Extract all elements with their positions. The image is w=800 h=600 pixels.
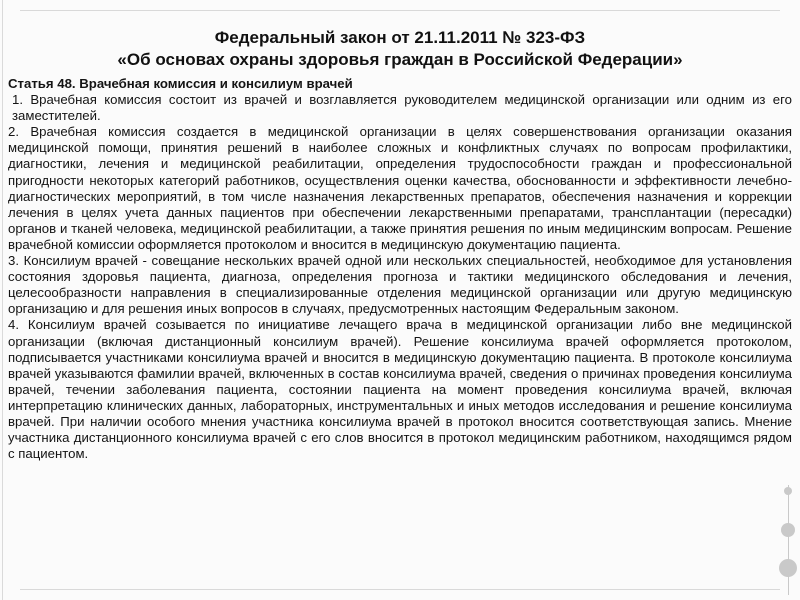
article-heading: Статья 48. Врачебная комиссия и консилиум врачей — [8, 76, 353, 91]
bottom-divider — [20, 589, 780, 590]
article-paragraph-3: 3. Консилиум врачей - совещание нескольких врачей одной или нескольких специальностей, необходимое для установления состояния здоровья пациента, диагноза, определения прогноза и тактики медицинского обследования и лечения, целесообразности направления в специализированные отделения медицинской организации или другую медицинскую организацию и для решения иных вопросов в случаях, предусмотренных настоящим Федеральным законом. — [8, 253, 792, 317]
decor-line — [788, 485, 789, 595]
decor-circle-large — [779, 559, 797, 577]
decor-circle-small — [784, 487, 792, 495]
article-body — [8, 76, 792, 462]
article-paragraph-4: 4. Консилиум врачей созывается по инициативе лечащего врача в медицинской организации либо вне медицинской организации (включая дистанционный консилиум врачей). Решение консилиума врачей оформляется протоколом, подписывается участниками консилиума врачей и вносится в медицинскую документацию пациента. В протоколе консилиума врачей указываются фамилии врачей, включенных в состав консилиума врачей, сведения о причинах проведения консилиума врачей, течении заболевания пациента, состоянии пациента на момент проведения консилиума врачей, включая интерпретацию клинических данных, лабораторных, инструментальных и иных методов исследования и решение консилиума врачей. При наличии особого мнения участника консилиума врачей в протокол вносится соответствующая запись. Мнение участника дистанционного консилиума врачей с его слов вносится в протокол медицинским работником, находящимся рядом с пациентом. — [8, 317, 792, 462]
document-title-line-1: Федеральный закон от 21.11.2011 № 323-ФЗ — [214, 28, 586, 47]
left-border-line — [2, 0, 3, 600]
top-divider — [20, 10, 780, 11]
article-paragraph-1: 1. Врачебная комиссия состоит из врачей и возглавляется руководителем медицинской организации или одним из его заместителей. — [12, 92, 792, 124]
decor-circle-medium — [781, 523, 795, 537]
document-title-line-2: «Об основах охраны здоровья граждан в Российской Федерации» — [117, 50, 683, 69]
article-paragraph-2: 2. Врачебная комиссия создается в медицинской организации в целях совершенствования организации оказания медицинской помощи, принятия решений в наиболее сложных и конфликтных случаях по вопросам профилактики, диагностики, лечения и медицинской реабилитации, определения трудоспособности граждан и профессиональной пригодности некоторых категорий работников, осуществления оценки качества, обоснованности и эффективности лечебно-диагностических мероприятий, в том числе назначения лекарственных препаратов, обеспечения назначения и коррекции лечения в целях учета данных пациентов при обеспечении лекарственными препаратами, трансплантации (пересадки) органов и тканей человека, медицинской реабилитации, а также принятия решения по иным медицинским вопросам. Решение врачебной комиссии оформляется протоколом и вносится в медицинскую документацию пациента. — [8, 124, 792, 252]
